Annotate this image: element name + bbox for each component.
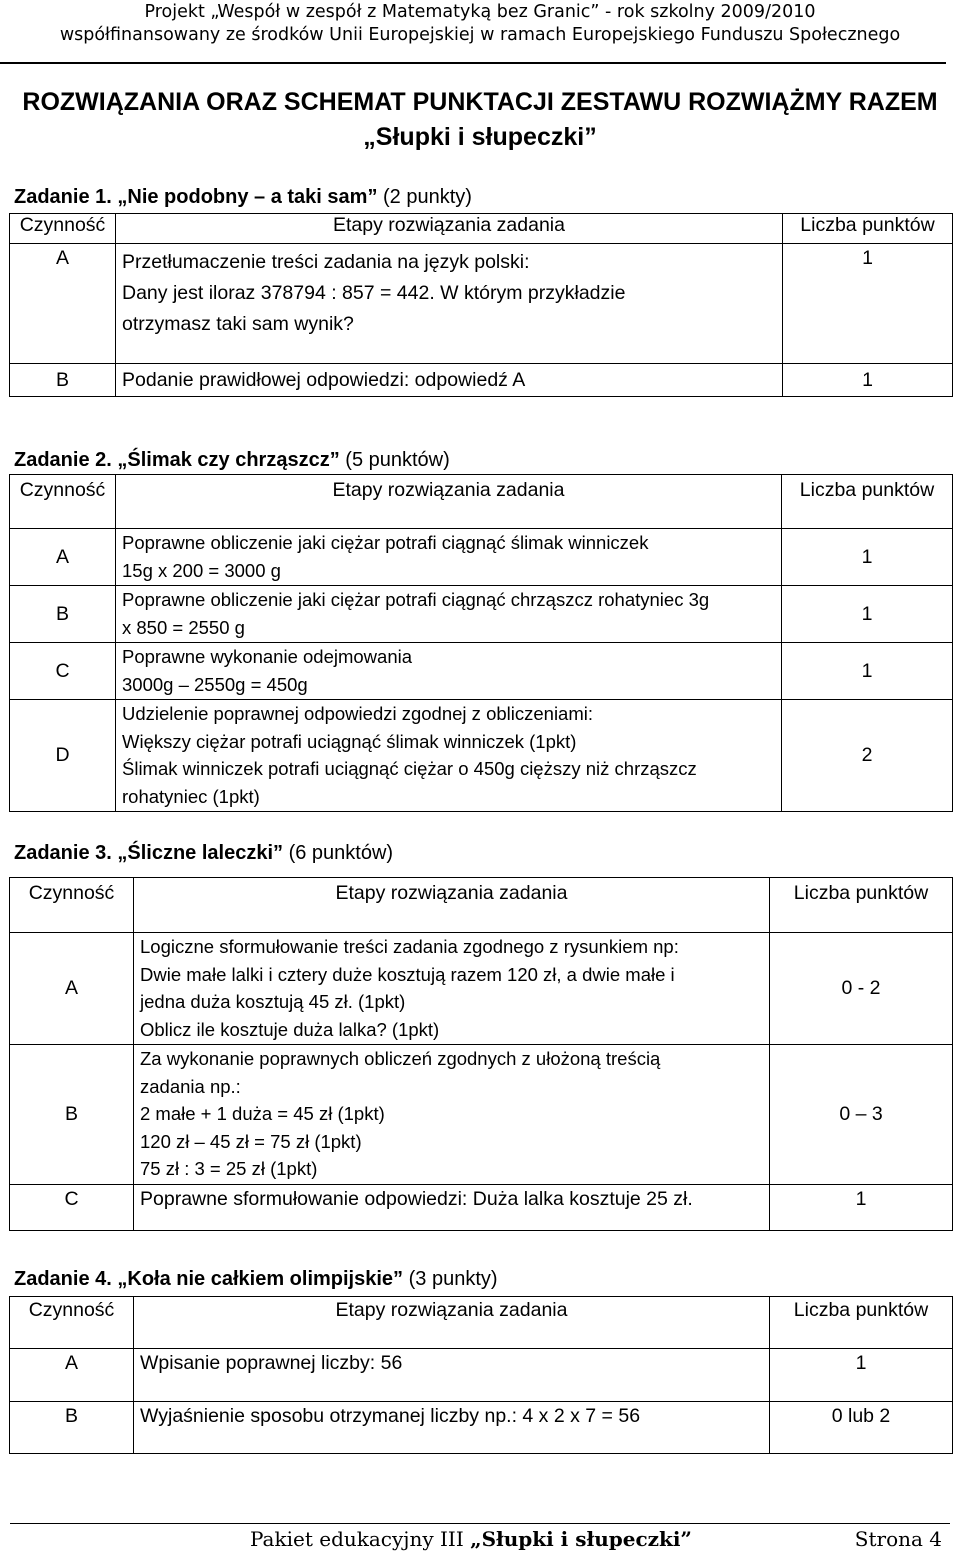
stage-line: Logiczne sformułowanie treści zadania zgodnego z rysunkiem np: — [140, 936, 679, 957]
row-id: B — [10, 364, 116, 397]
row-score: 0 – 3 — [770, 1045, 953, 1185]
stage-line: zadania np.: — [140, 1075, 241, 1097]
stage-line: jedna duża kosztują 45 zł. (1pkt) — [140, 991, 406, 1012]
row-stage — [116, 700, 782, 812]
stage-line: Ślimak winniczek potrafi uciągnąć ciężar o 450g cięższy niż chrząszcz — [122, 758, 697, 779]
row-score: 2 — [782, 700, 953, 812]
stage-line: Większy ciężar potrafi uciągnąć ślimak winniczek (1pkt) — [122, 730, 577, 752]
footer-title: „Słupki i słupeczki” — [470, 1527, 692, 1551]
row-id: B — [10, 586, 116, 643]
row-stage — [116, 643, 782, 700]
table-row — [10, 1402, 953, 1454]
col-stages: Etapy rozwiązania zadania — [116, 475, 782, 529]
col-points: Liczba punktów — [782, 475, 953, 529]
document-subtitle: „Słupki i słupeczki” — [363, 123, 597, 151]
stage-line: Poprawne obliczenie jaki ciężar potrafi ciągnąć ślimak winniczek — [122, 532, 649, 553]
row-score: 1 — [770, 1349, 953, 1402]
stage-line: 15g x 200 = 3000 g — [122, 559, 281, 581]
col-points: Liczba punktów — [783, 214, 953, 244]
row-score: 0 - 2 — [770, 933, 953, 1045]
stage-line: 2 małe + 1 duża = 45 zł (1pkt) — [140, 1103, 385, 1124]
table-row — [10, 244, 953, 364]
row-score: 1 — [783, 364, 953, 397]
row-stage: Wpisanie poprawnej liczby: 56 — [134, 1349, 770, 1402]
row-score: 1 — [770, 1185, 953, 1231]
row-score: 1 — [783, 244, 953, 364]
col-stages: Etapy rozwiązania zadania — [134, 878, 770, 933]
stage-line: rohatyniec (1pkt) — [122, 785, 260, 807]
task-3-table — [9, 877, 953, 1231]
task-name: „Ślimak czy chrząszcz” — [117, 449, 340, 471]
stage-line: Za wykonanie poprawnych obliczeń zgodnych z ułożoną treścią — [140, 1048, 661, 1069]
table-row — [10, 1185, 953, 1231]
footer-label — [250, 1527, 692, 1551]
stage-line: Dany jest iloraz 378794 : 857 = 442. W którym przykładzie — [122, 282, 626, 304]
task-name: „Nie podobny – a taki sam” — [117, 186, 378, 208]
row-id: B — [10, 1045, 134, 1185]
row-score: 1 — [782, 529, 953, 586]
row-score: 1 — [782, 586, 953, 643]
row-score: 1 — [782, 643, 953, 700]
task-points: (3 punkty) — [408, 1268, 498, 1290]
document-title: ROZWIĄZANIA ORAZ SCHEMAT PUNKTACJI ZESTAWU ROZWIĄŻMY RAZEM — [22, 88, 938, 116]
col-activity: Czynność — [10, 1297, 134, 1349]
row-id: A — [10, 244, 116, 364]
task-label: Zadanie 3. — [14, 842, 112, 864]
task-1-table — [9, 213, 953, 397]
row-stage: Podanie prawidłowej odpowiedzi: odpowiedź A — [116, 364, 783, 397]
task-points: (5 punktów) — [345, 449, 450, 471]
table-row — [10, 1045, 953, 1185]
header-divider — [0, 62, 946, 64]
table-header-row — [10, 1297, 953, 1349]
row-id: C — [10, 643, 116, 700]
stage-line: Oblicz ile kosztuje duża lalka? (1pkt) — [140, 1018, 440, 1040]
col-activity: Czynność — [10, 475, 116, 529]
stage-line: Udzielenie poprawnej odpowiedzi zgodnej z obliczeniami: — [122, 703, 594, 724]
row-stage: Wyjaśnienie sposobu otrzymanej liczby np.: 4 x 2 x 7 = 56 — [134, 1402, 770, 1454]
col-activity: Czynność — [10, 878, 134, 933]
task-4-heading — [14, 1268, 498, 1291]
table-row — [10, 933, 953, 1045]
row-stage: Poprawne sformułowanie odpowiedzi: Duża lalka kosztuje 25 zł. — [134, 1185, 770, 1231]
row-score: 0 lub 2 — [770, 1402, 953, 1454]
header-line-2: współfinansowany ze środków Unii Europejskiej w ramach Europejskiego Funduszu Społecznego — [59, 25, 901, 45]
table-header-row — [10, 878, 953, 933]
task-name: „Śliczne laleczki” — [117, 842, 284, 864]
table-row — [10, 364, 953, 397]
row-stage — [134, 933, 770, 1045]
task-3-heading — [14, 842, 393, 865]
task-label: Zadanie 2. — [14, 449, 112, 471]
row-id: C — [10, 1185, 134, 1231]
stage-line: Dwie małe lalki i cztery duże kosztują razem 120 zł, a dwie małe i — [140, 963, 675, 985]
task-points: (2 punkty) — [383, 186, 472, 208]
col-stages: Etapy rozwiązania zadania — [134, 1297, 770, 1349]
table-header-row — [10, 214, 953, 244]
row-stage — [116, 244, 783, 364]
table-row — [10, 1349, 953, 1402]
stage-line: 3000g – 2550g = 450g — [122, 673, 308, 695]
footer-prefix: Pakiet edukacyjny III — [250, 1527, 464, 1551]
task-4-table — [9, 1296, 953, 1454]
stage-line: 75 zł : 3 = 25 zł (1pkt) — [140, 1158, 318, 1179]
table-row — [10, 643, 953, 700]
row-stage — [116, 586, 782, 643]
row-id: A — [10, 933, 134, 1045]
table-row — [10, 700, 953, 812]
table-row — [10, 529, 953, 586]
table-header-row — [10, 475, 953, 529]
stage-line: Poprawne wykonanie odejmowania — [122, 646, 413, 667]
row-id: B — [10, 1402, 134, 1454]
row-id: A — [10, 1349, 134, 1402]
task-2-table — [9, 474, 953, 812]
task-points: (6 punktów) — [288, 842, 394, 864]
stage-line: Przetłumaczenie treści zadania na język polski: — [122, 251, 530, 273]
stage-line: otrzymasz taki sam wynik? — [122, 313, 354, 335]
col-activity: Czynność — [10, 214, 116, 244]
footer-divider — [10, 1523, 950, 1524]
task-2-heading — [14, 449, 450, 472]
col-points: Liczba punktów — [770, 878, 953, 933]
col-points: Liczba punktów — [770, 1297, 953, 1349]
task-name: „Koła nie całkiem olimpijskie” — [117, 1268, 404, 1290]
stage-line: x 850 = 2550 g — [122, 616, 245, 638]
stage-line: 120 zł – 45 zł = 75 zł (1pkt) — [140, 1130, 362, 1152]
task-1-heading — [14, 186, 472, 209]
page-number: Strona 4 — [854, 1527, 942, 1551]
row-stage — [116, 529, 782, 586]
stage-line: Poprawne obliczenie jaki ciężar potrafi ciągnąć chrząszcz rohatyniec 3g — [122, 589, 710, 610]
row-stage — [134, 1045, 770, 1185]
table-row — [10, 586, 953, 643]
row-id: A — [10, 529, 116, 586]
row-id: D — [10, 700, 116, 812]
task-label: Zadanie 1. — [14, 186, 112, 208]
header-line-1: Projekt „Wespół w zespół z Matematyką bez Granic” - rok szkolny 2009/2010 — [144, 2, 816, 22]
col-stages: Etapy rozwiązania zadania — [116, 214, 783, 244]
task-label: Zadanie 4. — [14, 1268, 112, 1290]
